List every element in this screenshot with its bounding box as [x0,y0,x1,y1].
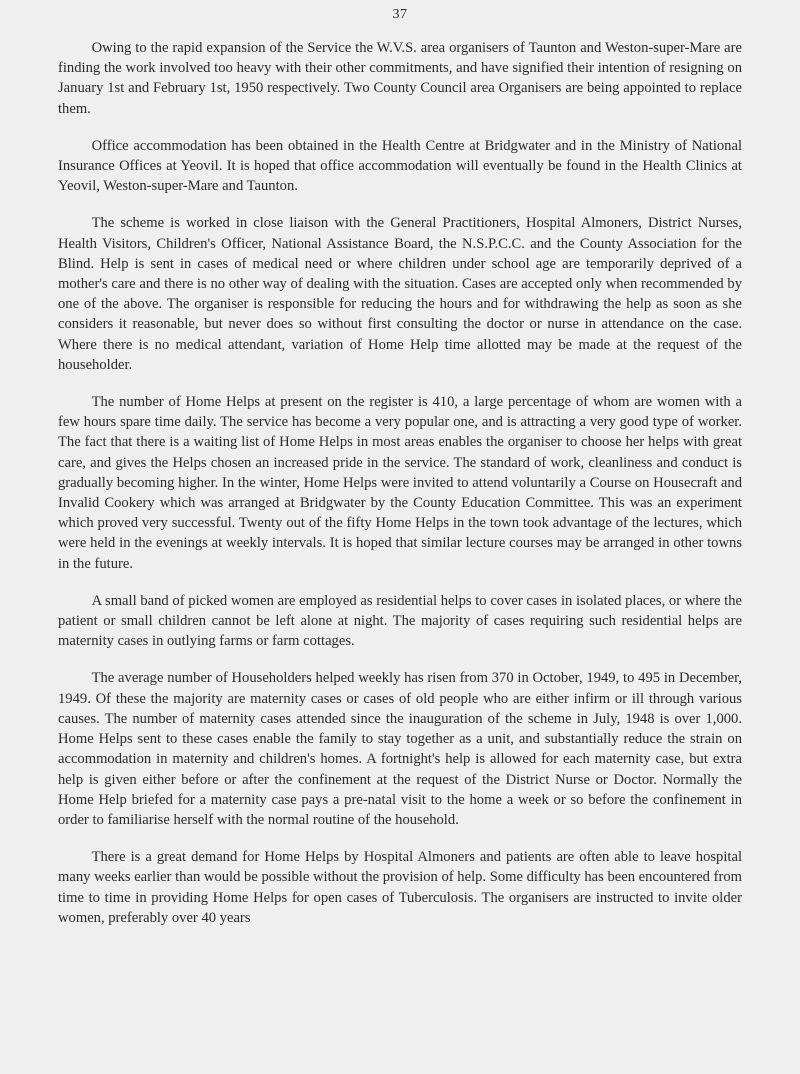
page-number: 37 [392,7,408,22]
paragraph-hospital-almoners: There is a great demand for Home Helps by Hospital Almoners and patients are often able to leave hospital many weeks earlier than would be possible without the provision of help. Some difficulty has been encountered from time to time in providing Home Helps for open cases of Tuberculosis. The organisers are instructed to invite older women, preferably over 40 years [58,849,742,926]
paragraph-scheme-liaison: The scheme is worked in close liaison with the General Practitioners, Hospital Almoners, District Nurses, Health Visitors, Children's Officer, National Assistance Board, the N.S.P.C.C. and the County Association for the Blind. Help is sent in cases of medical need or where children under school age are temporarily deprived of a mother's care and there is no other way of dealing with the situation. Cases are accepted only when recommended by one of the above. The organiser is responsible for reducing the hours and for withdrawing the help as soon as she considers it reasonable, but never does so without first consulting the doctor or nurse in attendance on the case. Where there is no medical attendant, variation of Home Help time allotted may be made at the request of the householder. [58,215,742,373]
paragraph-wvs-organisers: Owing to the rapid expansion of the Service the W.V.S. area organisers of Taunton and Weston-super-Mare are finding the work involved too heavy with their other commitments, and have signified their intention of resigning on January 1st and February 1st, 1950 respectively. Two County Council area Organisers are being appointed to replace them. [58,40,742,117]
paragraph-office-accommodation: Office accommodation has been obtained in the Health Centre at Bridgwater and in the Ministry of National Insurance Offices at Yeovil. It is hoped that office accommodation will eventually be found in the Health Clinics at Yeovil, Weston-super-Mare and Taunton. [58,137,742,195]
paragraph-householders-helped: The average number of Householders helped weekly has risen from 370 in October, 1949, to 495 in December, 1949. Of these the majority are maternity cases or cases of old people who are either infirm or ill through various causes. The number of maternity cases attended since the inauguration of the scheme in July, 1948 is over 1,000. Home Helps sent to these cases enable the family to stay together as a unit, and substantially reduce the strain on accommodation in maternity and children's homes. A fortnight's help is allowed for each maternity case, but extra help is given either before or after the confinement at the request of the District Nurse or Doctor. Normally the Home Help briefed for a maternity case pays a pre-natal visit to the home a week or so before the confinement in order to familiarise herself with the normal routine of the household. [58,670,742,828]
paragraph-home-helps-register: The number of Home Helps at present on the register is 410, a large percentage of whom are women with a few hours spare time daily. The service has become a very popular one, and is attracting a very good type of worker. The fact that there is a waiting list of Home Helps in most areas enables the organiser to choose her helps with great care, and gives the Helps chosen an increased pride in the service. The standard of work, cleanliness and conduct is gradually becoming higher. In the winter, Home Helps were invited to attend voluntarily a Course on Housecraft and Invalid Cookery which was arranged at Bridgwater by the County Education Committee. This was an experiment which proved very successful. Twenty out of the fifty Home Helps in the town took advantage of the lectures, which were held in the evenings at weekly intervals. It is hoped that similar lecture courses may be arranged in other towns in the future. [58,394,742,572]
paragraph-residential-helps: A small band of picked women are employed as residential helps to cover cases in isolated places, or where the patient or small children cannot be left alone at night. The majority of cases requiring such residential helps are maternity cases in outlying farms or farm cottages. [58,592,742,650]
